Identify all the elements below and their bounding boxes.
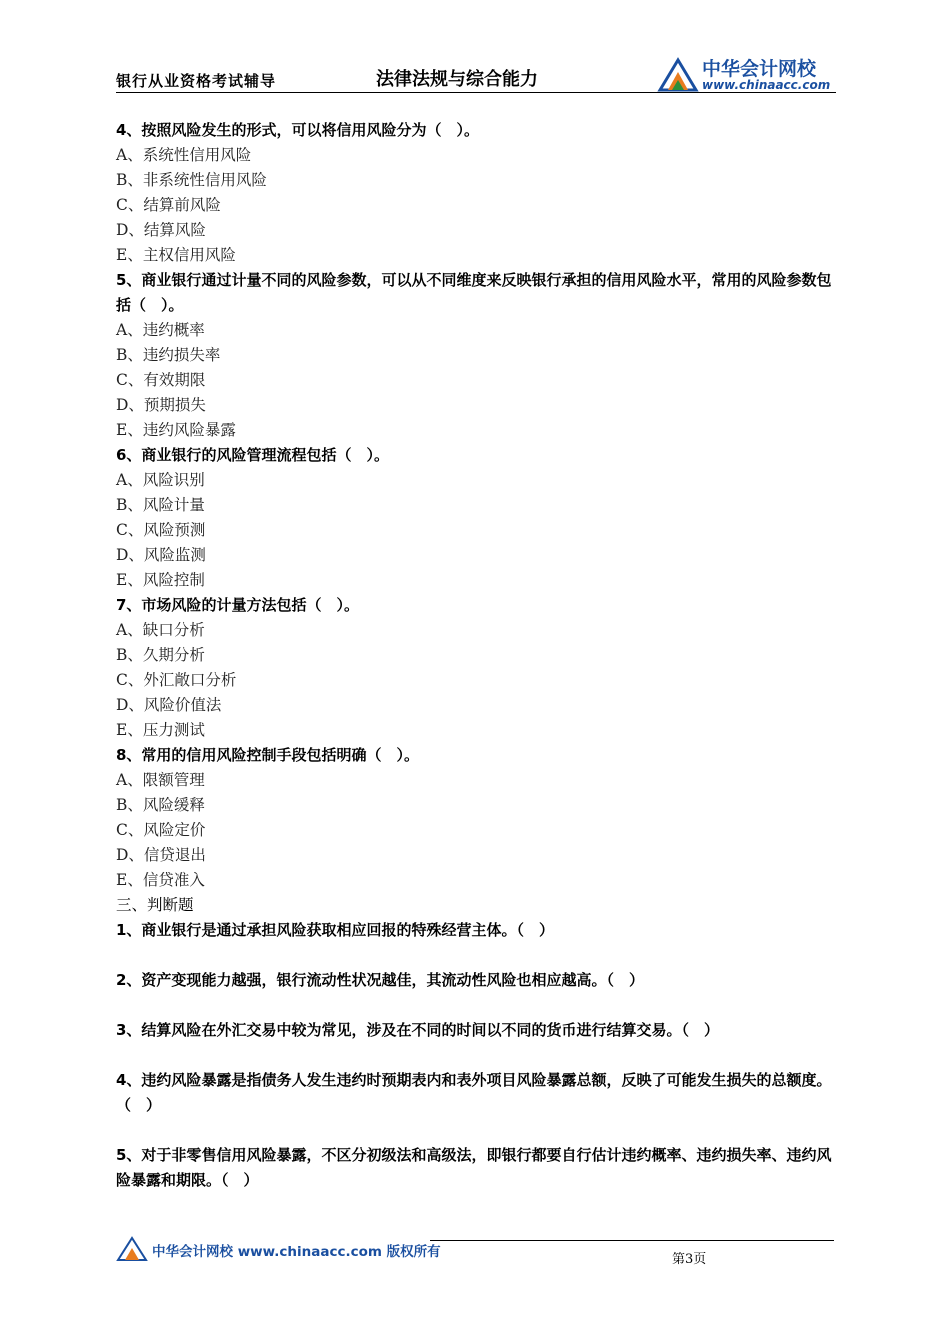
logo-triangle-icon <box>656 56 700 92</box>
option: D、预期损失 <box>116 396 206 414</box>
option: B、风险缓释 <box>116 796 205 814</box>
option: D、风险价值法 <box>116 696 222 714</box>
page-number: 第3页 <box>672 1252 707 1267</box>
question-5: 5、商业银行通过计量不同的风险参数，可以从不同维度来反映银行承担的信用风险水平，常用的风险参数包括（ ）。 <box>116 271 832 314</box>
option: A、风险识别 <box>116 471 205 489</box>
question-4: 4、按照风险发生的形式，可以将信用风险分为（ ）。 <box>116 121 479 139</box>
option: C、风险定价 <box>116 821 206 839</box>
logo-url: www.chinaacc.com <box>702 78 831 92</box>
footer-copyright: 中华会计网校 www.chinaacc.com 版权所有 <box>152 1244 441 1260</box>
spacer <box>116 1043 840 1068</box>
question-8: 8、常用的信用风险控制手段包括明确（ ）。 <box>116 746 419 764</box>
judgment-5: 5、对于非零售信用风险暴露，不区分初级法和高级法，即银行都要自行估计违约概率、违约损失率、违约风险暴露和期限。（ ） <box>116 1146 832 1189</box>
question-7: 7、市场风险的计量方法包括（ ）。 <box>116 596 359 614</box>
option: E、压力测试 <box>116 721 205 739</box>
option: B、风险计量 <box>116 496 205 514</box>
option: E、主权信用风险 <box>116 246 236 264</box>
option: A、违约概率 <box>116 321 205 339</box>
option: E、风险控制 <box>116 571 205 589</box>
spacer <box>116 993 840 1018</box>
judgment-4: 4、违约风险暴露是指债务人发生违约时预期表内和表外项目风险暴露总额，反映了可能发生损失的总额度。（ ） <box>116 1071 832 1114</box>
spacer <box>116 1118 840 1143</box>
option: E、违约风险暴露 <box>116 421 236 439</box>
footer-divider <box>430 1240 834 1241</box>
logo-triangle-icon <box>116 1236 148 1262</box>
option: D、结算风险 <box>116 221 206 239</box>
section-title: 三、判断题 <box>116 896 194 914</box>
logo-name: 中华会计网校 <box>702 58 817 80</box>
option: C、有效期限 <box>116 371 206 389</box>
option: D、信贷退出 <box>116 846 206 864</box>
judgment-1: 1、商业银行是通过承担风险获取相应回报的特殊经营主体。（ ） <box>116 921 554 939</box>
option: C、风险预测 <box>116 521 206 539</box>
judgment-2: 2、资产变现能力越强，银行流动性状况越佳，其流动性风险也相应越高。（ ） <box>116 971 644 989</box>
option: B、违约损失率 <box>116 346 221 364</box>
document-body <box>116 118 840 1193</box>
header-divider <box>116 92 836 93</box>
brand-logo[interactable] <box>656 54 836 92</box>
footer-brand[interactable] <box>116 1236 441 1264</box>
option: E、信贷准入 <box>116 871 205 889</box>
option: C、外汇敞口分析 <box>116 671 237 689</box>
option: C、结算前风险 <box>116 196 221 214</box>
page-header <box>116 48 836 92</box>
spacer <box>116 943 840 968</box>
header-subject: 法律法规与综合能力 <box>376 69 538 90</box>
header-course-title: 银行从业资格考试辅导 <box>116 72 277 90</box>
option: B、非系统性信用风险 <box>116 171 267 189</box>
option: D、风险监测 <box>116 546 206 564</box>
judgment-3: 3、结算风险在外汇交易中较为常见，涉及在不同的时间以不同的货币进行结算交易。（ ） <box>116 1021 719 1039</box>
option: A、限额管理 <box>116 771 205 789</box>
option: A、系统性信用风险 <box>116 146 252 164</box>
option: A、缺口分析 <box>116 621 205 639</box>
option: B、久期分析 <box>116 646 205 664</box>
question-6: 6、商业银行的风险管理流程包括（ ）。 <box>116 446 389 464</box>
